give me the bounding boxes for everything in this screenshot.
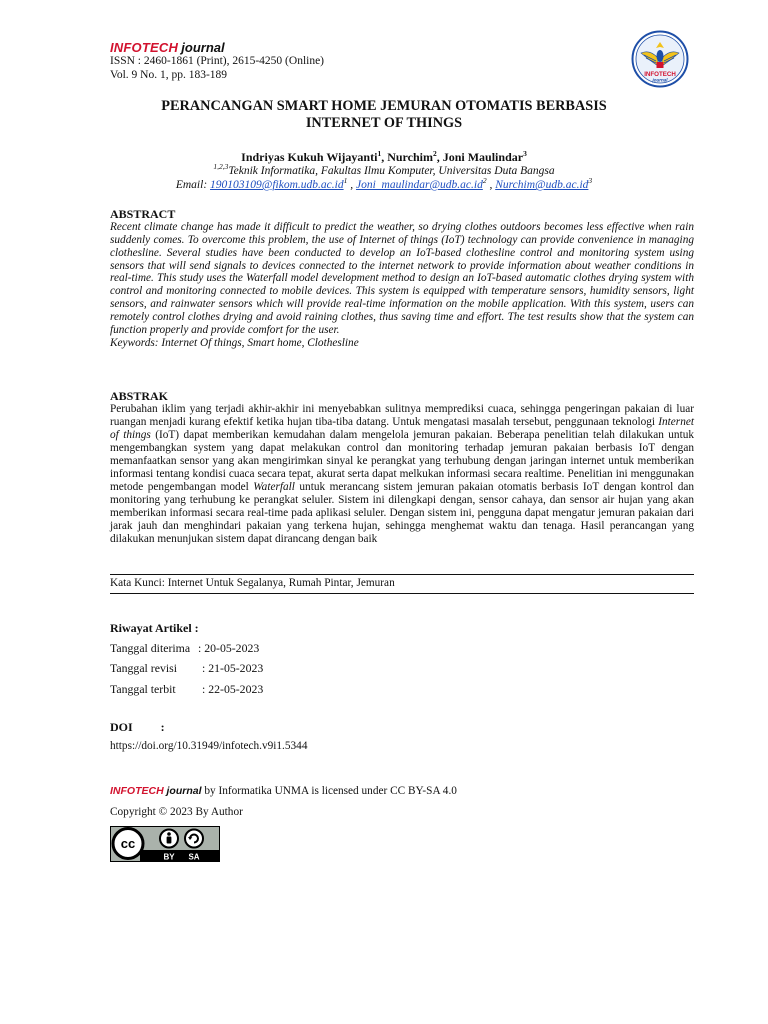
cc-by-sa-badge-icon[interactable] <box>110 826 220 862</box>
abstract-keywords: Keywords: Internet Of things, Smart home, Clothesline <box>110 336 359 349</box>
badge-sa-text: SA <box>188 852 200 862</box>
history-value: : 20-05-2023 <box>198 641 260 655</box>
email-link[interactable]: Nurchim@udb.ac.id <box>495 179 589 191</box>
copyright: Copyright © 2023 By Author <box>110 806 243 818</box>
author-name: Nurchim <box>387 150 433 164</box>
author-name: Indriyas Kukuh Wijayanti <box>241 150 378 164</box>
email-sup: 3 <box>588 176 593 186</box>
history-received <box>110 641 259 655</box>
divider <box>110 574 694 575</box>
journal-word: journal <box>181 40 225 55</box>
abstract-heading: ABSTRACT <box>110 207 176 221</box>
abstrak-text <box>110 403 694 545</box>
journal-header <box>110 40 530 82</box>
badge-by-text: BY <box>163 852 175 862</box>
history-value: : 21-05-2023 <box>202 661 264 675</box>
doi-label: DOI <box>110 720 133 734</box>
journal-logo-icon <box>631 30 689 88</box>
doi-heading <box>110 720 165 735</box>
affiliation-sup: 1,2,3 <box>213 162 229 172</box>
doi-colon: : <box>160 720 165 734</box>
author-sup: 2 <box>432 149 437 158</box>
abstrak-part: Perubahan iklim yang terjadi akhir-akhir ini menyebabkan sulitnya memprediksi cuaca, sehingga pengeringan pakaian di luar ruangan menjadi kurang efektif ketika hujan tiba-tiba datang. Untuk mengatasi masalah tersebut, penggunaan teknologi <box>110 403 694 428</box>
author-name: Joni Maulindar <box>442 150 524 164</box>
affiliation-text: Teknik Informatika, Fakultas Ilmu Komputer, Universitas Duta Bangsa <box>228 165 555 177</box>
abstract-text: Recent climate change has made it difficult to predict the weather, so drying clothes outdoors becomes less effective when rain suddenly comes. To overcome this problem, the use of Internet of things (IoT) technology can provide convenience in managing clothesline. Several studies have been conducted to develop an IoT-based clothesline control and monitoring system using sensors that will send signals to devices connected to the internet network to provide information about weather conditions in real-time. This study uses the Waterfall model development method to design an IoT-based automatic clothes drying system with control and monitoring connected to mobile devices. This system is equipped with temperature sensors, humidity sensors, light sensors, and rainwater sensors which will provide real-time information on the mobile application. With this system, users can remotely control clothes drying and avoid raining clothes, thus saving time and effort. The test results show that the system can function properly and provide comfort for the user. <box>110 221 694 336</box>
author-sup: 3 <box>523 149 527 158</box>
history-revised <box>110 661 263 675</box>
license-text: by Informatika UNMA is licensed under CC BY-SA 4.0 <box>201 785 457 797</box>
history-published <box>110 682 263 696</box>
abstrak-part: untuk merancang sistem jemuran pakaian otomatis berbasis IoT dengan kontrol dan monitoring yang terhubung ke perangkat seluler. Sistem ini dilengkapi dengan, sensor cahaya, dan sensor air hujan yang akan memberikan informasi secara real-time pada aplikasi seluler. Dengan sistem ini, pengguna dapat mengatur jemuran pakaian dari jarak jauh dan menghindari pakaian yang terkena hujan, sehingga menghemat waktu dan tenaga. Hasil perancangan yang dilakukan menunjukan sistem dapat dirancang dengan baik <box>110 480 695 545</box>
license-word: journal <box>166 785 202 797</box>
doi-link[interactable]: https://doi.org/10.31949/infotech.v9i1.5344 <box>110 740 308 752</box>
abstrak-heading: ABSTRAK <box>110 389 169 403</box>
kata-kunci: Kata Kunci: Internet Untuk Segalanya, Rumah Pintar, Jemuran <box>110 577 395 589</box>
license-brand: INFOTECH <box>110 785 164 797</box>
title-line-2: INTERNET OF THINGS <box>305 115 463 131</box>
logo-text-2: journal <box>652 77 668 83</box>
author-sup: 1 <box>377 149 382 158</box>
badge-cc-text: cc <box>120 836 136 851</box>
journal-brand: INFOTECH <box>110 40 179 55</box>
email-link[interactable]: 190103109@fikom.udb.ac.id <box>210 179 344 191</box>
email-sup: 1 <box>343 176 348 186</box>
journal-issn: ISSN : 2460-1861 (Print), 2615-4250 (Online) <box>110 55 325 67</box>
abstract-body <box>110 221 694 349</box>
affiliation <box>100 164 668 178</box>
logo-text-1: INFOTECH <box>644 71 676 78</box>
abstrak-body <box>110 403 694 545</box>
abstrak-emphasis: Waterfall <box>253 480 295 493</box>
history-heading: Riwayat Artikel : <box>110 621 199 635</box>
license-line <box>110 785 457 797</box>
email-sup: 2 <box>482 176 487 186</box>
history-value: : 22-05-2023 <box>202 682 264 696</box>
divider <box>110 593 694 594</box>
email-label: Email: <box>175 179 211 191</box>
author-list: Indriyas Kukuh Wijayanti$^1$, Nurchim$^2$, Joni Maulindar$^3$ <box>241 149 527 164</box>
abstrak-part: (IoT) dapat memberikan kemudahan dalam mengelola jemuran pakaian. Beberapa penelitian telah dilakukan untuk mengembangkan system yang dapat melakukan control dan monitoring terhadap jemuran pakaian berbasis IoT dengan memanfaatkan sensor yang akan mengirimkan sinyal ke perangkat yang terhubung dengan jaringan internet untuk memberikan informasi tentang kondisi cuaca secara tepat, akurat serta dapat melkukan informasi secara realtime. Penelitian ini menggunakan metode pengembangan model <box>110 428 695 493</box>
email-link[interactable]: Joni_maulindar@udb.ac.id <box>355 179 483 191</box>
paper-title <box>100 98 668 132</box>
history-label: Tanggal terbit <box>110 682 176 696</box>
journal-name <box>110 40 530 55</box>
abstrak-emphasis: Internet of things <box>110 415 694 441</box>
journal-volume: Vol. 9 No. 1, pp. 183-189 <box>110 68 228 81</box>
history-label: Tanggal diterima <box>110 641 191 655</box>
history-label: Tanggal revisi <box>110 661 177 675</box>
title-line-1: PERANCANGAN SMART HOME JEMURAN OTOMATIS BERBASIS <box>161 98 607 114</box>
email-line: Email: $190103109@fikom.udb.ac.id^1$ , $Joni\_maulindar@udb.ac.id^2$ , $Nurchim@udb.ac.id^3$ <box>175 176 593 191</box>
